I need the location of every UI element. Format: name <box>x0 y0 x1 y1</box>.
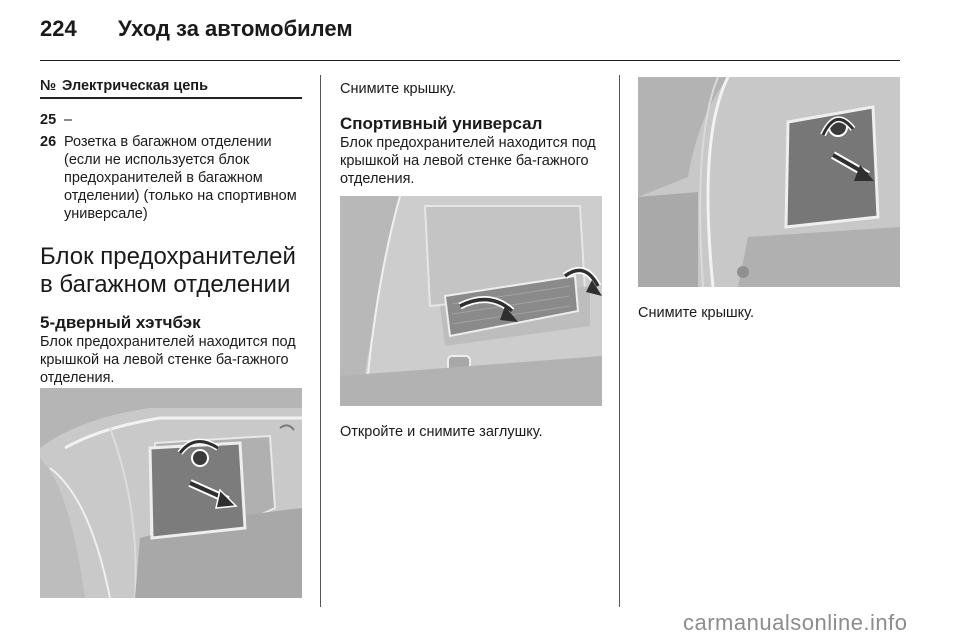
table-col-number: № <box>40 78 57 94</box>
row-text: – <box>64 112 73 128</box>
hatchback-text: Блок предохранителей находится под крышкой на левой стенке ба-гажного отделения. <box>40 334 296 386</box>
table-col-circuit: Электрическая цепь <box>62 78 208 94</box>
sports-tourer-title: Спортивный универсал <box>340 114 543 133</box>
section-title-line2: в багажном отделении <box>40 271 291 298</box>
section-title <box>40 243 302 299</box>
column-1 <box>40 72 302 387</box>
hatchback-title: 5-дверный хэтчбэк <box>40 313 201 332</box>
fuse-table-header <box>40 72 302 99</box>
page-header <box>40 16 900 46</box>
section-title-line1: Блок предохранителей <box>40 243 296 270</box>
row-number: 25 <box>40 112 57 128</box>
remove-cover-photo <box>638 77 900 287</box>
table-row <box>40 111 302 129</box>
sports-tourer-text: Блок предохранителей находится под крышкой на левой стенке ба-гажного отделения. <box>340 135 596 187</box>
hatchback-trunk-photo <box>40 388 302 598</box>
page-number: 224 <box>40 16 77 41</box>
header-rule <box>40 60 900 61</box>
table-row <box>40 133 302 223</box>
open-plug-caption <box>340 423 602 441</box>
watermark: carmanualsonline.info <box>683 610 908 635</box>
row-number: 26 <box>40 134 57 150</box>
caption-text: Откройте и снимите заглушку. <box>340 424 543 440</box>
column-separator <box>619 75 620 607</box>
remove-cover-text: Снимите крышку. <box>340 81 457 97</box>
caption-text: Снимите крышку. <box>638 305 755 321</box>
remove-cover-caption <box>638 304 900 322</box>
column-2 <box>340 72 602 188</box>
running-title: Уход за автомобилем <box>118 16 353 41</box>
sports-tourer-trunk-photo <box>340 196 602 406</box>
row-text: Розетка в багажном отделении (если не используется блок предохранителей в багажном отделении) (только на спортивном универсале) <box>64 134 297 222</box>
column-separator <box>320 75 321 607</box>
